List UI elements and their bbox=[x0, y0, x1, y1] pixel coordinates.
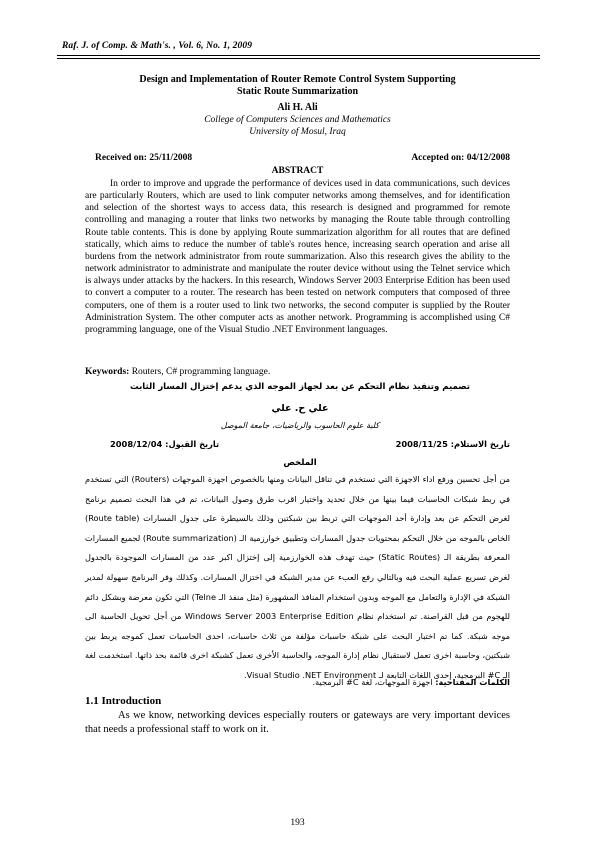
arabic-abstract-text: من أجل تحسين ورفع اداء الاجهزة التي تستخدم في تناقل البيانات ومنها بالخصوص اجهزة الموجهات (Routers) التي تستخدم في ربط شبكات الحاسبات فيما بينها من خلال تحديد واختيار اقرب طرق وصول البيانات، تم في هذا البحث تصميم برنامج لغرض التحكم عن بعد وإدارة أحد الموجهات التي تربط بين شبكتين وذلك بالسيطرة على جدول المسارات (Route table) الخاص بالموجه من خلال التحكم بمحتويات جدول المسارات وتطبيق خوارزمية الـ (Route summarization) لجميع المسارات المعرفة بطريقة الـ (Static Routes) حيث تهدف هذه الخوارزمية إلى إختزال اكبر عدد من المسارات الموجودة بالجدول لغرض تسريع عملية البحث فيه وبالتالي رفع العبء عن مدير الشبكة في اختزال المسارات. وكذلك وفر البرنامج سهولة لمدير الشبكة في الإدارة والتعامل مع الموجه وبدون استخدام المنافذ المشهورة (مثل منفذ الـ Telne) التي تكون معرضة وبشكل دائم للهجوم من قبل القراصنة. تم استخدام نظام Windows Server 2003 Enterprise Edition من أجل تحويل الحاسبة الى موجه شبكة. كما تم اختبار البحث على شبكة حاسبات مؤلفة من ثلاث حاسبات، احدى الحاسبات تعمل كموجه يربط بين شبكتين، وحاسبة اخرى تعمل لاستقبال نظام إدارة الموجه، والحاسبة الأخرى تعمل كشبكة اخرى قائمة بحد ذاتها. استخدمت لغة الـ C# البرمجية، إحدى اللغات التابعة لـ Visual Studio .NET Environment. bbox=[85, 474, 511, 680]
arabic-dates bbox=[110, 439, 510, 449]
arabic-title: تصميم وتنفيذ نظام التحكم عن بعد لجهاز الموجه الذي يدعم إختزال المسار الثابت bbox=[129, 382, 470, 392]
arabic-received-date: تاريخ الاستلام: 2008/11/25 bbox=[395, 439, 510, 449]
paper-affiliation bbox=[70, 114, 525, 138]
received-date: Received on: 25/11/2008 bbox=[95, 153, 193, 163]
keywords-label: Keywords: bbox=[85, 367, 130, 377]
page-number: 193 bbox=[290, 818, 305, 828]
introduction-paragraph: As we know, networking devices especially routers or gateways are very important devices that needs a professional staff to work on it. bbox=[85, 710, 510, 735]
arabic-keywords-text: اجهزة الموجهات، لغة C# البرمجية. bbox=[312, 677, 436, 687]
abstract-text: In order to improve and upgrade the performance of devices used in data communications, such devices are particularly Routers, which are used to link computer networks among themselves, and for identification and selection of the shortest ways to access data, this research is designed and programmed for remote controlling and managing a router that links two networks by managing the Route table through controlling Route table contents. This is done by applying Route summarization algorithm for all routes that are defined statically, which aims to reduce the number of table's routes hence, increasing search operation and arise all burdens from the network administrator from route summarization. Also this research gives the ability to the network administrator to administrate and manipulate the router device without using the Telnet service which is always under attacks by the hackers. In this research, Windows Server 2003 Enterprise Edition has been used to convert a computer to a router. The research has been tested on network computers that composed of three computers, one of them is a router used to link two networks, the second computer is supplied by the Router Administration System. The other computer acts as another network. Programming is accomplished using C# programming language, one of the Visual Studio .NET Environment languages. bbox=[85, 179, 510, 335]
abstract-heading: ABSTRACT bbox=[271, 166, 324, 176]
journal-header: Raf. J. of Comp. & Math's. , Vol. 6, No. 1, 2009 bbox=[62, 41, 253, 51]
paper-title bbox=[70, 74, 525, 98]
arabic-accepted-date: تاريخ القبول: 2008/12/04 bbox=[110, 439, 220, 449]
arabic-keywords-label: الكلمات المفتاحية: bbox=[435, 677, 510, 687]
paper-title-line-1: Design and Implementation of Router Remote Control System Supporting bbox=[139, 74, 456, 85]
affiliation-college: College of Computers Sciences and Mathematics bbox=[204, 115, 391, 125]
header-rule-thick bbox=[57, 55, 540, 56]
header-rule-thin bbox=[57, 58, 540, 59]
paper-title-line-2: Static Route Summarization bbox=[236, 86, 359, 97]
arabic-affiliation: كلية علوم الحاسوب والرياضيات، جامعة الموصل bbox=[220, 421, 380, 430]
arabic-keywords-line bbox=[85, 677, 510, 687]
submission-dates bbox=[95, 153, 510, 163]
affiliation-university: University of Mosul, Iraq bbox=[249, 127, 346, 137]
arabic-author: علي ح. علي bbox=[271, 403, 329, 414]
paper-author: Ali H. Ali bbox=[277, 102, 318, 113]
keywords-text: Routers, C# programming language. bbox=[129, 367, 271, 377]
accepted-date: Accepted on: 04/12/2008 bbox=[411, 153, 510, 163]
section-heading-introduction: 1.1 Introduction bbox=[85, 695, 162, 707]
arabic-abstract-heading: الملخص bbox=[283, 458, 317, 468]
keywords-line bbox=[85, 367, 510, 377]
